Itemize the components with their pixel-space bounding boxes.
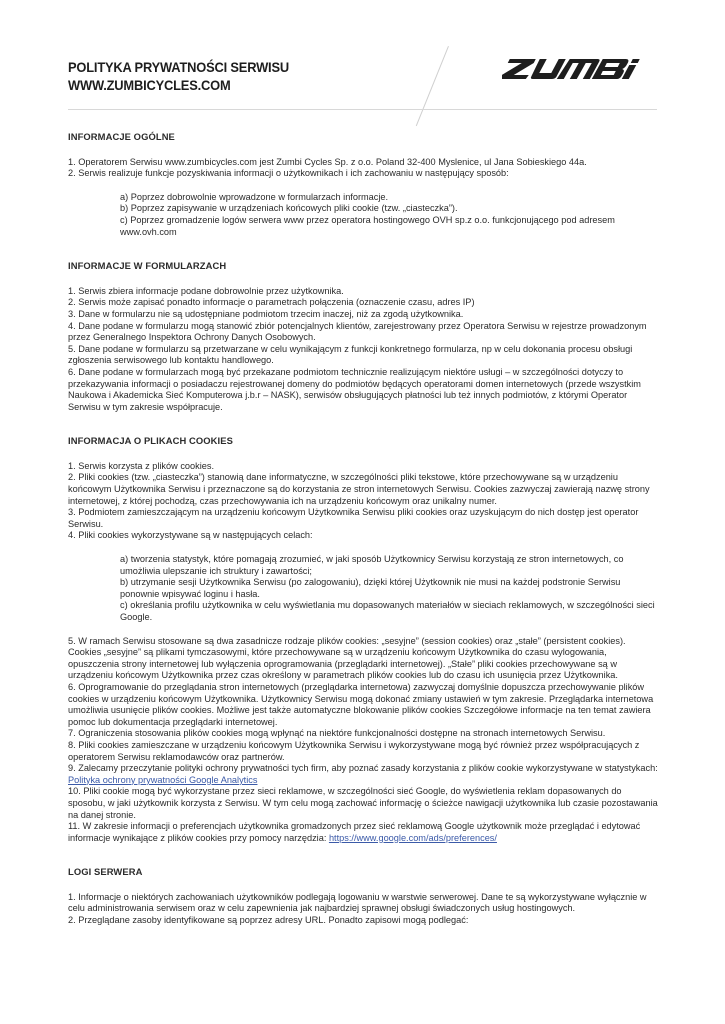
- paragraph: 7. Ograniczenia stosowania plików cookies mogą wpłynąć na niektóre funkcjonalności dostępne na stronach internetowych Serwisu.: [68, 728, 606, 739]
- paragraph-text: 9. Zalecamy przeczytanie polityki ochrony prywatności tych firm, aby poznać zasady korzystania z plików cookie wykorzystywane w statystykach:: [68, 763, 658, 774]
- zumbi-logo: [502, 58, 654, 85]
- google-ads-preferences-link[interactable]: https://www.google.com/ads/preferences/: [328, 832, 497, 843]
- paragraph: 2. Serwis realizuje funkcje pozyskiwania informacji o użytkownikach i ich zachowaniu w następujący sposób:: [68, 168, 509, 179]
- list-item: a) tworzenia statystyk, które pomagają zrozumieć, w jaki sposób Użytkownicy Serwisu korzystają ze stron internetowych, co umożliwia ulepszanie ich struktury i zawartości;: [120, 554, 624, 576]
- paragraph: 10. Pliki cookie mogą być wykorzystane przez sieci reklamowe, w szczególności sieć Google, do wyświetlenia reklam dopasowanych do sposobu, w jaki użytkownik korzysta z Serwisu. W tym celu mogą zachować informację o ścieżce nawigacji użytkownika lub czasie pozostawania na danej stronie.: [68, 786, 658, 820]
- paragraph: 1. Serwis zbiera informacje podane dobrowolnie przez użytkownika.: [68, 285, 344, 296]
- paragraph: 2. Przeglądane zasoby identyfikowane są poprzez adresy URL. Ponadto zapisowi mogą podlegać:: [68, 915, 469, 926]
- header-rule: [68, 109, 657, 110]
- paragraph: 5. Dane podane w formularzu są przetwarzane w celu wynikającym z funkcji konkretnego formularza, np w celu dokonania procesu obsługi zgłoszenia serwisowego lub kontaktu handlowego.: [68, 343, 633, 366]
- list-item: b) Poprzez zapisywanie w urządzeniach końcowych pliki cookie (tzw. „ciasteczka”).: [120, 203, 458, 214]
- header-divider-slash: [416, 46, 449, 126]
- paragraph: 5. W ramach Serwisu stosowane są dwa zasadnicze rodzaje plików cookies: „sesyjne” (session cookies) oraz „stałe” (persistent cookies). Cookies „sesyjne” są plikami tymczasowymi, które przechowywane są w urządzeniu końcowym Użytkownika do czasu wylogowania, opuszczenia strony internetowej lub wyłączenia oprogramowania (przeglądarki internetowej). „Stałe” pliki cookies przechowywane są w urządzeniu końcowym Użytkownika przez czas określony w parametrach plików cookies lub do czasu ich usunięcia przez Użytkownika.: [68, 635, 626, 681]
- list-item: c) Poprzez gromadzenie logów serwera www przez operatora hostingowego OVH sp.z o.o. funkcjonującego pod adresem www.ovh.com: [120, 214, 615, 237]
- paragraph: 3. Podmiotem zamieszczającym na urządzeniu końcowym Użytkownika Serwisu pliki cookies oraz uzyskującym do nich dostęp jest operator Serwisu.: [68, 507, 639, 529]
- paragraph: 1. Serwis korzysta z plików cookies.: [68, 460, 215, 471]
- paragraph: 1. Operatorem Serwisu www.zumbicycles.com jest Zumbi Cycles Sp. z o.o. Poland 32-400 Myslenice, ul Jana Sobieskiego 44a.: [68, 156, 587, 167]
- section-heading: LOGI SERWERA: [68, 866, 143, 878]
- paragraph: 2. Pliki cookies (tzw. „ciasteczka”) stanowią dane informatyczne, w szczególności pliki tekstowe, które przechowywane są w urządzeniu końcowym Użytkownika Serwisu i przeznaczone są do korzystania ze stron internetowych Serwisu. Cookies zazwyczaj zawierają nazwę strony internetowej, z której pochodzą, czas przechowywania ich na urządzeniu końcowym oraz unikalny numer.: [68, 472, 650, 506]
- title-line-2: WWW.ZUMBICYCLES.COM: [68, 77, 231, 93]
- section-heading: INFORMACJE OGÓLNE: [68, 131, 175, 142]
- paragraph: 1. Informacje o niektórych zachowaniach użytkowników podlegają logowaniu w warstwie serwerowej. Dane te są wykorzystywane wyłącznie w celu administrowania serwisem oraz w celu zapewnienia jak najbardziej sprawnej obsługi świadczonych usług hostingowych.: [68, 891, 647, 914]
- section-heading: INFORMACJA O PLIKACH COOKIES: [68, 435, 233, 447]
- paragraph: [68, 763, 660, 786]
- google-analytics-privacy-link[interactable]: Polityka ochrony prywatności Google Analytics: [68, 774, 258, 785]
- paragraph: 6. Oprogramowanie do przeglądania stron internetowych (przeglądarka internetowa) zazwyczaj domyślnie dopuszcza przechowywanie plików cookies w urządzeniu końcowym Użytkownika. Użytkownicy Serwisu mogą dokonać zmiany ustawień w tym zakresie. Przeglądarka internetowa umożliwia usunięcie plików cookies. Możliwe jest także automatyczne blokowanie plików cookies Szczegółowe informacje na ten temat zawiera pomoc lub dokumentacja przeglądarki internetowej.: [68, 681, 654, 727]
- title-line-1: POLITYKA PRYWATNOŚCI SERWISU: [68, 59, 289, 75]
- paragraph: 6. Dane podane w formularzach mogą być przekazane podmiotom technicznie realizującym niektóre usługi – w szczególności dotyczy to przekazywania informacji o posiadaczu rejestrowanej domeny do podmiotów będących operatorami domen internetowych (przede wszystkim Naukowa i Akademicka Sieć Komputerowa j.b.r – NASK), serwisów obsługujących płatności lub też innych podmiotów, z którymi Operator Serwisu w tym zakresie współpracuje.: [68, 366, 641, 412]
- list-item: a) Poprzez dobrowolnie wprowadzone w formularzach informacje.: [120, 191, 389, 202]
- paragraph: 3. Dane w formularzu nie są udostępniane podmiotom trzecim inaczej, niż za zgodą użytkownika.: [68, 308, 464, 319]
- zumbi-logo-icon: [502, 58, 654, 80]
- list-item: b) utrzymanie sesji Użytkownika Serwisu (po zalogowaniu), dzięki której Użytkownik nie musi na każdej podstronie Serwisu ponownie wpisywać loginu i hasła.: [120, 577, 621, 599]
- document-title: [68, 58, 289, 94]
- paragraph: 4. Pliki cookies wykorzystywane są w następujących celach:: [68, 530, 313, 541]
- paragraph: [68, 821, 660, 844]
- section-heading: INFORMACJE W FORMULARZACH: [68, 260, 227, 272]
- paragraph: 8. Pliki cookies zamieszczane w urządzeniu końcowym Użytkownika Serwisu i wykorzystywane mogą być również przez współpracujących z operatorem Serwisu reklamodawców oraz partnerów.: [68, 739, 640, 762]
- paragraph: 2. Serwis może zapisać ponadto informacje o parametrach połączenia (oznaczenie czasu, adres IP): [68, 297, 475, 308]
- paragraph: 4. Dane podane w formularzu mogą stanowić zbiór potencjalnych klientów, zarejestrowany przez Operatora Serwisu w rejestrze prowadzonym przez Generalnego Inspektora Ochrony Danych Osobowych.: [68, 320, 647, 343]
- policy-content: [68, 131, 660, 927]
- paragraph-text: 11. W zakresie informacji o preferencjach użytkownika gromadzonych przez sieć reklamową Google użytkownik może przeglądać i edytować informacje wynikające z plików cookies przy pomocy narzędzia:: [68, 821, 641, 843]
- indented-list: [68, 554, 660, 624]
- list-item: c) określania profilu użytkownika w celu wyświetlania mu dopasowanych materiałów w sieciach reklamowych, w szczególności sieci Google.: [120, 600, 655, 622]
- indented-list: [68, 192, 660, 238]
